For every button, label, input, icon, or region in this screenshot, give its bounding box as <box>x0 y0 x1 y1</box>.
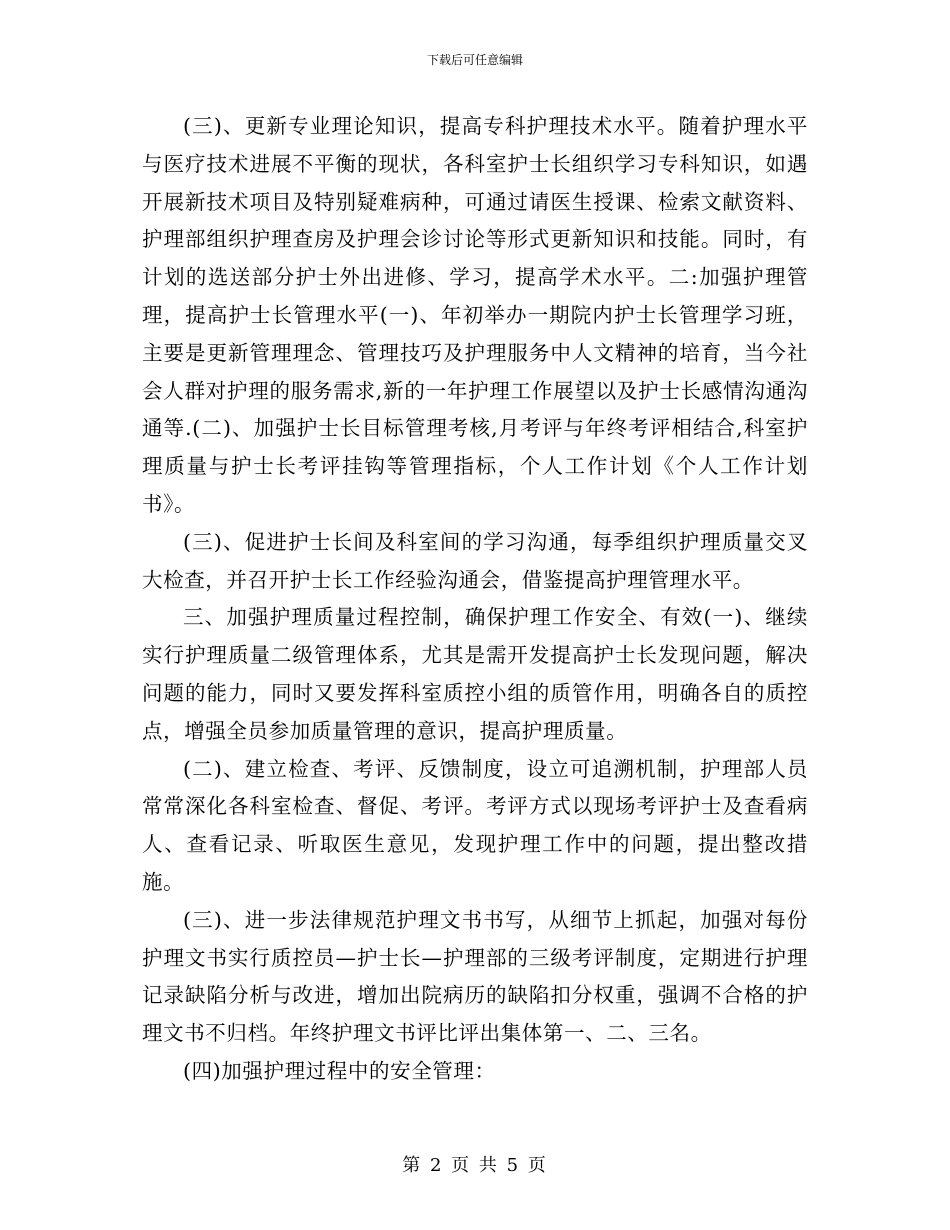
paragraph-2: (三)、促进护士长间及科室间的学习沟通，每季组织护理质量交叉大检查，并召开护士长工作经验沟通会，借鉴提高护理管理水平。 <box>142 529 808 592</box>
document-body <box>142 108 808 1091</box>
paragraph-3: 三、加强护理质量过程控制，确保护理工作安全、有效(一)、继续实行护理质量二级管理体系，尤其是需开发提高护士长发现问题，解决问题的能力，同时又要发挥科室质控小组的质管作用，明确各自的质控点，增强全员参加质量管理的意识，提高护理质量。 <box>142 605 808 743</box>
paragraph-4: (二)、建立检查、考评、反馈制度，设立可追溯机制，护理部人员常常深化各科室检查、督促、考评。考评方式以现场考评护士及查看病人、查看记录、听取医生意见，发现护理工作中的问题，提出整改措施。 <box>142 756 808 894</box>
paragraph-5: (三)、进一步法律规范护理文书书写，从细节上抓起，加强对每份护理文书实行质控员—护士长—护理部的三级考评制度，定期进行护理记录缺陷分析与改进，增加出院病历的缺陷扣分权重，强调不合格的护理文书不归档。年终护理文书评比评出集体第一、二、三名。 <box>142 907 808 1046</box>
page-header: 下载后可任意编辑 <box>426 53 523 67</box>
paragraph-6: (四)加强护理过程中的安全管理： <box>183 1058 496 1083</box>
page-number-footer: 第 2 页 共 5 页 <box>402 1155 548 1176</box>
paragraph-1: (三)、更新专业理论知识，提高专科护理技术水平。随着护理水平与医疗技术进展不平衡的现状，各科室护士长组织学习专科知识，如遇开展新技术项目及特别疑难病种，可通过请医生授课、检索文献资料、护理部组织护理查房及护理会诊讨论等形式更新知识和技能。同时，有计划的选送部分护士外出进修、学习，提高学术水平。二:加强护理管理，提高护士长管理水平(一)、年初举办一期院内护士长管理学习班，主要是更新管理理念、管理技巧及护理服务中人文精神的培育，当今社会人群对护理的服务需求,新的一年护理工作展望以及护士长感情沟通沟通等.(二)、加强护士长目标管理考核,月考评与年终考评相结合,科室护理质量与护士长考评挂钩等管理指标，个人工作计划《个人工作计划书》。 <box>142 114 808 516</box>
